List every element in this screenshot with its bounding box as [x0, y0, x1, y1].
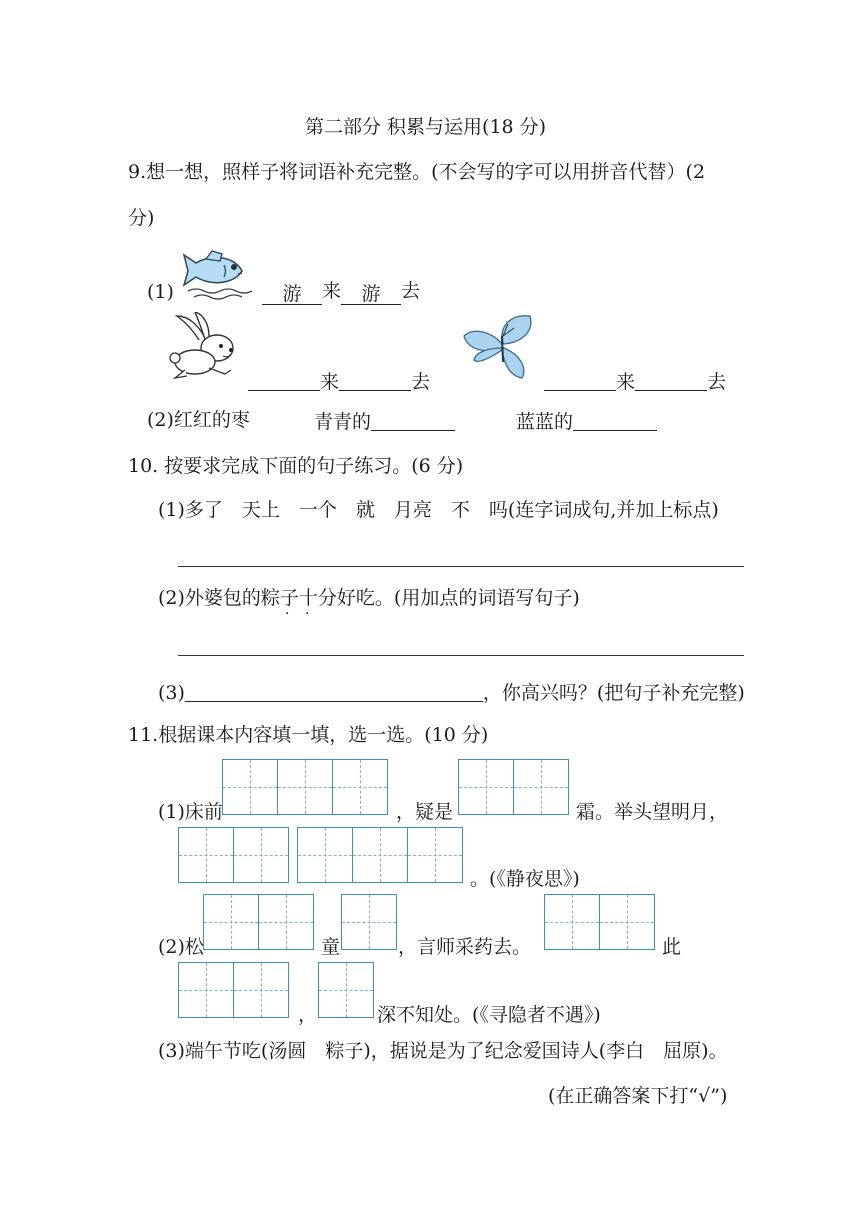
q9-p2-a: (2)红红的枣 — [147, 409, 250, 431]
char-grid[interactable] — [341, 894, 397, 950]
blank[interactable] — [573, 411, 657, 431]
q9-stem-line2: 分) — [128, 207, 155, 229]
q11-p2-d: 此 — [662, 936, 682, 958]
rabbit-icon — [165, 312, 251, 384]
lai-char: 来 — [320, 371, 340, 393]
answer-line[interactable] — [178, 655, 744, 656]
q10-s1: (1)多了 天上 一个 就 月亮 不 吗(连字词成句,并加上标点) — [158, 499, 719, 521]
char-grid[interactable] — [203, 894, 314, 950]
qu-char: 去 — [411, 371, 431, 393]
q9-butterfly-line — [544, 371, 726, 392]
q11-p2-a: (2)松 — [158, 936, 204, 958]
q11-p3-note: (在正确答案下打“√”) — [548, 1085, 728, 1107]
blank[interactable] — [371, 411, 455, 431]
q9-p1-label: (1) — [147, 281, 174, 303]
s3-prefix: (3) — [158, 682, 185, 704]
blank[interactable] — [248, 371, 320, 391]
blank[interactable] — [635, 371, 707, 391]
blank[interactable] — [544, 371, 616, 391]
q9-p2-b — [314, 411, 455, 432]
q11-p1-d: 。(《静夜思》) — [470, 868, 580, 890]
q9-p2-c — [516, 411, 657, 432]
butterfly-icon — [462, 314, 542, 380]
char-grid[interactable] — [178, 962, 289, 1018]
s3-suffix: ，你高兴吗？(把句子补充完整) — [482, 682, 745, 704]
blank[interactable] — [339, 371, 411, 391]
q11-p1-a: (1)床前 — [158, 801, 223, 823]
p2-c-text: 蓝蓝的 — [516, 411, 574, 433]
q11-p2-c: ，言师采药去。 — [398, 936, 532, 958]
char-grid[interactable] — [458, 759, 569, 815]
section-title: 第二部分 积累与运用(18 分) — [305, 116, 547, 138]
q11-p2-e: ， — [298, 1004, 318, 1026]
emphasis-dot: · — [305, 606, 310, 622]
char-grid[interactable] — [178, 827, 289, 883]
q10-s2: (2)外婆包的粽子十分好吃。(用加点的词语写句子) — [158, 587, 580, 609]
q10-stem: 10. 按要求完成下面的句子练习。(6 分) — [128, 455, 464, 477]
char-grid[interactable] — [544, 894, 655, 950]
fish-icon — [180, 245, 266, 303]
char-grid[interactable] — [297, 827, 463, 883]
qu-char: 去 — [401, 280, 421, 302]
char-grid[interactable] — [318, 962, 374, 1018]
emphasis-dot: · — [285, 606, 290, 622]
char-grid[interactable] — [222, 759, 388, 815]
q9-rabbit-line — [248, 371, 430, 392]
example-word2: 游 — [341, 285, 401, 305]
lai-char: 来 — [322, 280, 342, 302]
q9-stem-line1: 9.想一想，照样子将词语补充完整。(不会写的字可以用拼音代替）(2 — [128, 161, 706, 183]
q11-stem: 11.根据课本内容填一填，选一选。(10 分) — [128, 724, 489, 746]
answer-line[interactable] — [178, 566, 744, 567]
q10-s3 — [158, 682, 745, 703]
qu-char: 去 — [707, 371, 727, 393]
q11-p1-c: 霜。举头望明月， — [576, 801, 729, 823]
q11-p3[interactable]: (3)端午节吃(汤圆 粽子)，据说是为了纪念爱国诗人(李白 屈原)。 — [158, 1040, 728, 1062]
lai-char: 来 — [616, 371, 636, 393]
q11-p2-f: 深不知处。(《寻隐者不遇》) — [377, 1004, 601, 1026]
q11-p2-b: 童 — [321, 936, 341, 958]
blank[interactable] — [185, 682, 483, 702]
p2-b-text: 青青的 — [314, 411, 372, 433]
q11-p1-b: ，疑是 — [396, 801, 454, 823]
example-word1: 游 — [262, 285, 322, 305]
q9-p1-line — [262, 282, 420, 305]
